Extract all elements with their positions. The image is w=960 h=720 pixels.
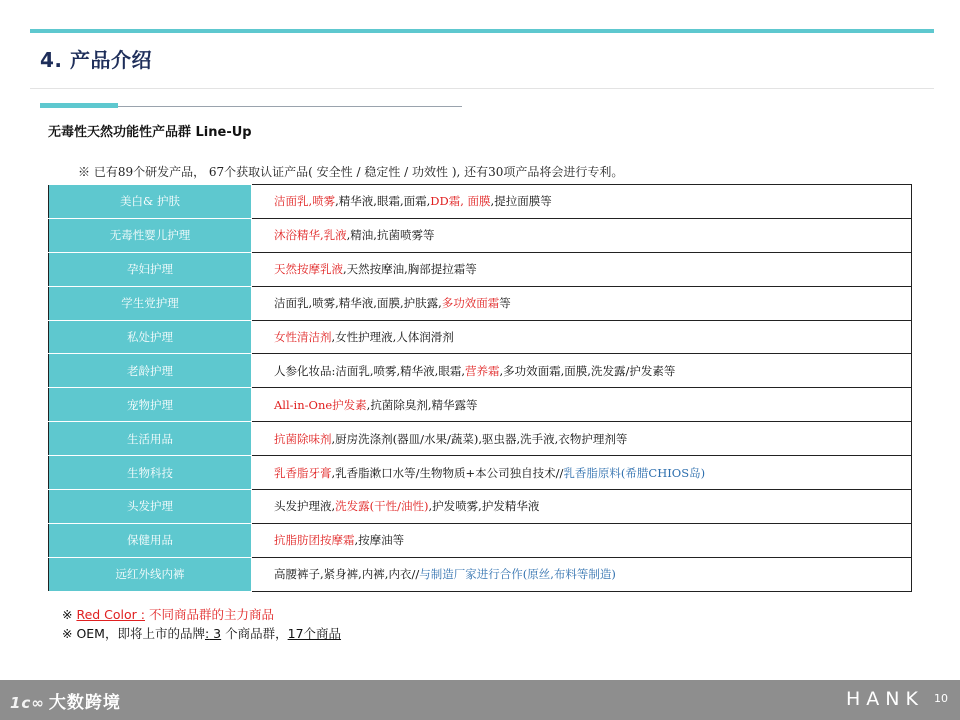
product-text: 与制造厂家进行合作(原丝,布料等制造) bbox=[419, 567, 616, 582]
products-cell bbox=[252, 252, 912, 286]
top-accent-rule bbox=[30, 29, 934, 33]
table-row bbox=[49, 557, 912, 591]
products-cell bbox=[252, 523, 912, 557]
legend-oem-count-products: 17个商品 bbox=[287, 626, 342, 641]
products-cell bbox=[252, 286, 912, 320]
footer-logo bbox=[10, 688, 121, 713]
product-text: ,多功效面霜,面膜,洗发露/护发素等 bbox=[499, 363, 676, 378]
category-cell: 私处护理 bbox=[49, 320, 252, 354]
table-row bbox=[49, 490, 912, 524]
product-text: 高腰裤子,紧身裤,内裤,内衣// bbox=[274, 567, 420, 582]
product-text: 沐浴精华,乳液 bbox=[274, 228, 347, 243]
product-text: 女性清洁剂 bbox=[274, 330, 332, 344]
table-row bbox=[49, 252, 912, 286]
category-cell: 远红外线内裤 bbox=[49, 557, 252, 591]
products-cell bbox=[252, 320, 912, 354]
table-row bbox=[49, 523, 912, 557]
products-cell bbox=[252, 388, 912, 422]
product-text: 洗发露(干性/油性) bbox=[335, 499, 429, 514]
product-text: 天然按摩乳液 bbox=[274, 262, 343, 277]
product-text: DD霜, 面膜 bbox=[430, 194, 491, 209]
product-text: ,天然按摩油,胸部提拉霜等 bbox=[343, 262, 477, 277]
product-text: 抗脂肪团按摩霜 bbox=[274, 533, 355, 548]
product-text: ,女性护理液,人体润滑剂 bbox=[331, 330, 454, 344]
product-text: All-in-One护发素 bbox=[274, 397, 367, 412]
product-text: ,乳香脂漱口水等/生物物质+本公司独自技术// bbox=[331, 465, 564, 480]
page-title: 4. 产品介绍 bbox=[40, 48, 152, 72]
product-text: 多功效面霜 bbox=[441, 296, 500, 311]
product-text: 洁面乳,喷雾,精华液,面膜,护肤露, bbox=[274, 296, 442, 311]
legend-oem-prefix: ※ OEM，即将上市的品牌 bbox=[62, 626, 205, 641]
product-text: ,抗菌除臭剂,精华露等 bbox=[366, 397, 478, 412]
product-text: ,厨房洗涤剂(器皿/水果/蔬菜),驱虫器,洗手液,衣物护理剂等 bbox=[331, 431, 628, 446]
legend-prefix: ※ bbox=[62, 607, 77, 622]
brand-logo: HANK bbox=[846, 688, 924, 710]
legend-red-text: 不同商品群的主力商品 bbox=[145, 607, 274, 622]
table-row bbox=[49, 422, 912, 456]
category-cell: 保健用品 bbox=[49, 523, 252, 557]
products-cell bbox=[252, 218, 912, 252]
legend-red-label: Red Color : bbox=[76, 607, 145, 622]
product-text: 乳香脂牙膏 bbox=[274, 465, 332, 480]
products-cell bbox=[252, 490, 912, 524]
legend-oem bbox=[62, 624, 341, 642]
table-row bbox=[49, 456, 912, 490]
category-cell: 生活用品 bbox=[49, 422, 252, 456]
logo-mark-icon: 1ᴄ∞ bbox=[10, 694, 45, 712]
product-lineup-table bbox=[48, 184, 912, 592]
category-cell: 美白& 护肤 bbox=[49, 185, 252, 219]
product-text: ,按摩油等 bbox=[354, 533, 405, 548]
logo-text: 大数跨境 bbox=[48, 693, 121, 713]
product-text: ,精华液,眼霜,面霜, bbox=[335, 194, 431, 209]
product-text: 抗菌除味剂 bbox=[274, 431, 332, 446]
product-text: ,提拉面膜等 bbox=[490, 194, 552, 209]
table-row bbox=[49, 320, 912, 354]
products-cell bbox=[252, 557, 912, 591]
products-cell bbox=[252, 354, 912, 388]
product-text: 乳香脂原料(希腊CHIOS岛) bbox=[563, 465, 706, 480]
table-row bbox=[49, 388, 912, 422]
product-text: 洁面乳,喷雾 bbox=[274, 194, 336, 209]
product-note: ※ 已有89个研发产品， 67个获取认证产品( 安全性 / 稳定性 / 功效性 ), 还有30项产品将会进行专利。 bbox=[78, 165, 624, 179]
category-cell: 学生党护理 bbox=[49, 286, 252, 320]
category-cell: 头发护理 bbox=[49, 490, 252, 524]
table-row bbox=[49, 354, 912, 388]
product-text: 头发护理液, bbox=[274, 499, 336, 514]
table-row bbox=[49, 286, 912, 320]
footer-bar bbox=[0, 680, 960, 720]
legend-red-color bbox=[62, 605, 274, 623]
product-text: 等 bbox=[499, 296, 511, 311]
product-text: 人参化妆品:洁面乳,喷雾,精华液,眼霜, bbox=[274, 363, 465, 378]
category-cell: 无毒性婴儿护理 bbox=[49, 218, 252, 252]
legend-oem-mid: 个商品群， bbox=[221, 626, 288, 641]
table-row bbox=[49, 218, 912, 252]
products-cell bbox=[252, 456, 912, 490]
category-cell: 孕妇护理 bbox=[49, 252, 252, 286]
category-cell: 宠物护理 bbox=[49, 388, 252, 422]
section-accent-bar bbox=[40, 103, 118, 108]
product-text: ,护发喷雾,护发精华液 bbox=[428, 499, 540, 514]
category-cell: 生物科技 bbox=[49, 456, 252, 490]
product-text: ,精油,抗菌喷雾等 bbox=[346, 228, 435, 243]
products-cell bbox=[252, 422, 912, 456]
category-cell: 老龄护理 bbox=[49, 354, 252, 388]
product-text: 营养霜 bbox=[465, 363, 500, 378]
legend-oem-count-groups: : 3 bbox=[204, 626, 222, 641]
products-cell bbox=[252, 185, 912, 219]
page-number: 10 bbox=[934, 692, 948, 705]
section-title: 无毒性天然功能性产品群 Line-Up bbox=[48, 125, 252, 140]
table-row bbox=[49, 185, 912, 219]
title-divider bbox=[30, 88, 934, 89]
